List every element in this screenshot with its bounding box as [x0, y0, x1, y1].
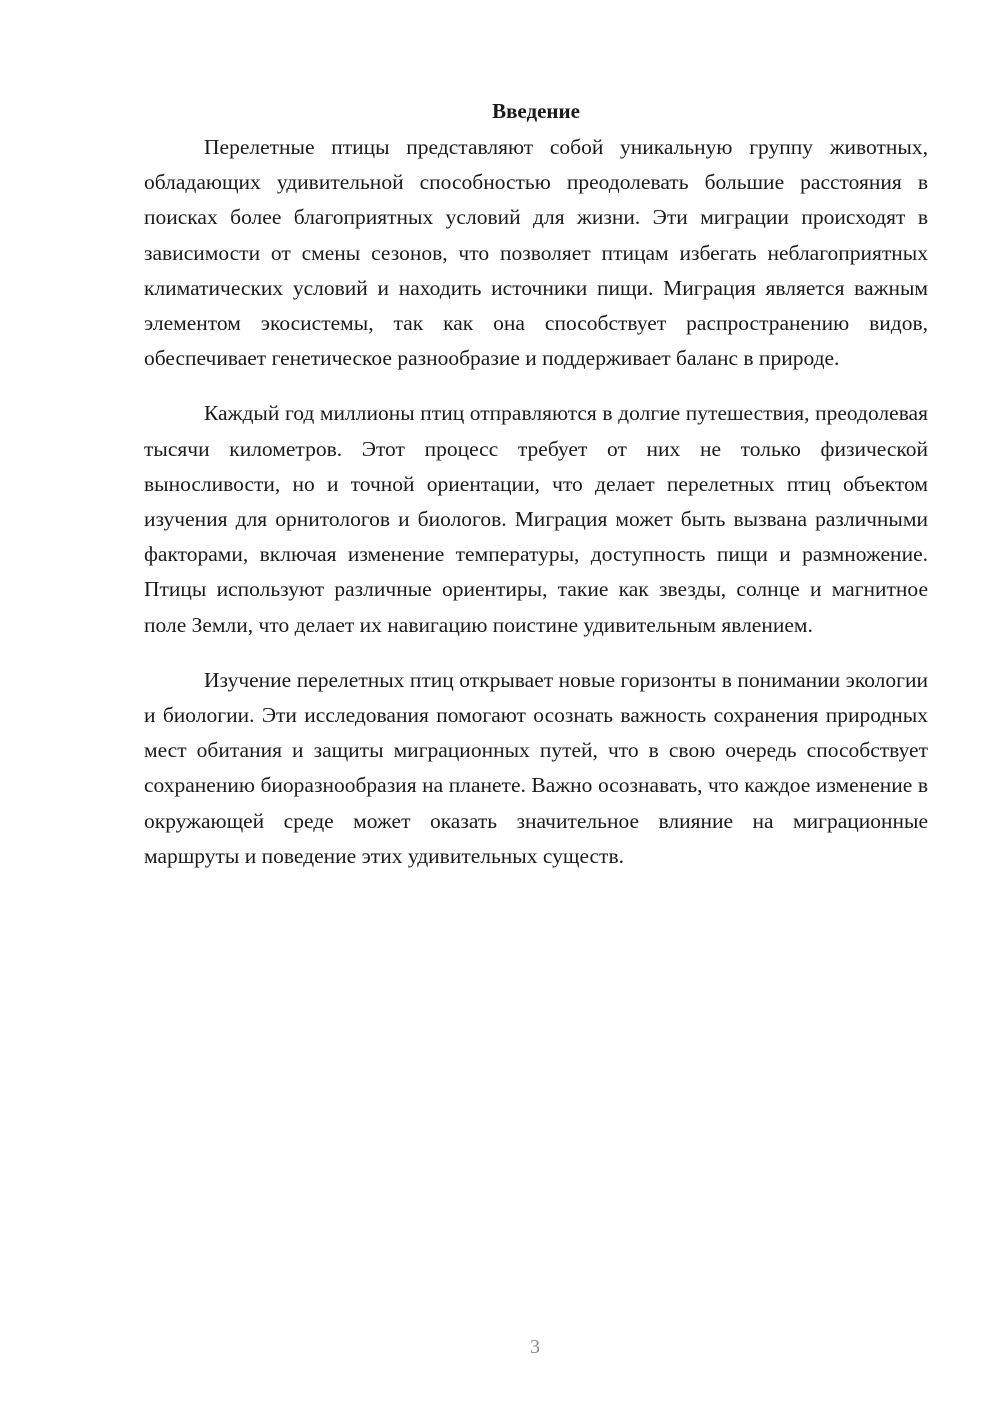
page-content — [144, 96, 928, 894]
paragraph: Перелетные птицы представляют собой уникальную группу животных, обладающих удивительной способностью преодолевать большие расстояния в поисках более благоприятных условий для жизни. Эти миграции происходят в зависимости от смены сезонов, что позволяет птицам избегать неблагоприятных климатических условий и находить источники пищи. Миграция является важным элементом экосистемы, так как она способствует распространению видов, обеспечивает генетическое разнообразие и поддерживает баланс в природе. — [144, 135, 928, 371]
paragraph: Каждый год миллионы птиц отправляются в долгие путешествия, преодолевая тысячи километров. Этот процесс требует от них не только физической выносливости, но и точной ориентации, что делает перелетных птиц объектом изучения для орнитологов и биологов. Миграция может быть вызвана различными факторами, включая изменение температуры, доступность пищи и размножение. Птицы используют различные ориентиры, такие как звезды, солнце и магнитное поле Земли, что делает их навигацию поистине удивительным явлением. — [144, 401, 928, 637]
paragraph: Изучение перелетных птиц открывает новые горизонты в понимании экологии и биологии. Эти исследования помогают осознать важность сохранения природных мест обитания и защиты миграционных путей, что в свою очередь способствует сохранению биоразнообразия на планете. Важно осознавать, что каждое изменение в окружающей среде может оказать значительное влияние на миграционные маршруты и поведение этих удивительных существ. — [144, 667, 928, 868]
page-number: 3 — [530, 1336, 540, 1358]
section-heading: Введение — [492, 99, 580, 123]
